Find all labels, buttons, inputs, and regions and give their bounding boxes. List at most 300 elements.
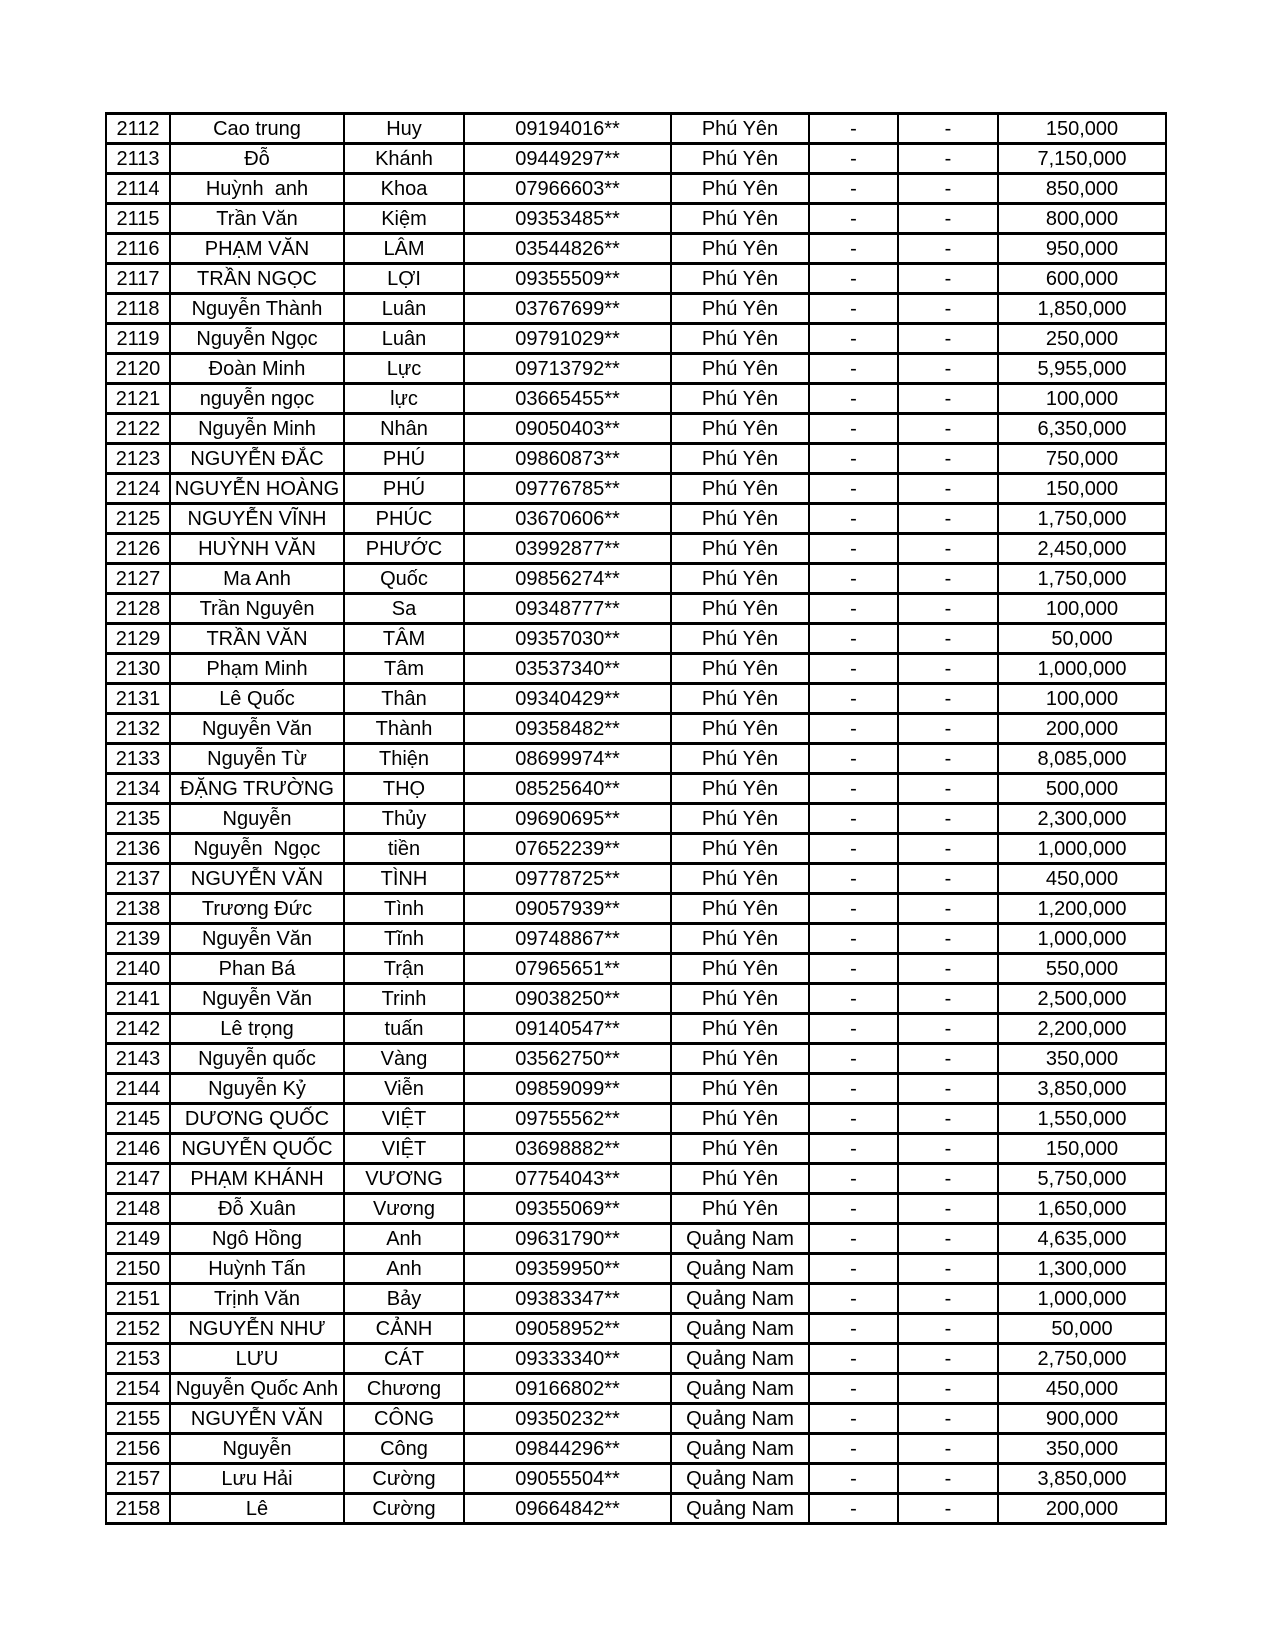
table-row <box>106 1224 1166 1254</box>
cell-blank-1: - <box>809 654 898 684</box>
table-row <box>106 1434 1166 1464</box>
cell-blank-1: - <box>809 774 898 804</box>
cell-province: Phú Yên <box>671 504 809 534</box>
cell-blank-2: - <box>898 1434 998 1464</box>
cell-blank-1: - <box>809 684 898 714</box>
cell-blank-2: - <box>898 714 998 744</box>
cell-province: Quảng Nam <box>671 1284 809 1314</box>
cell-province: Phú Yên <box>671 534 809 564</box>
cell-first-name: Tĩnh <box>344 924 464 954</box>
cell-amount: 200,000 <box>998 1494 1166 1524</box>
cell-province: Phú Yên <box>671 174 809 204</box>
cell-last-name: NGUYỄN ĐẮC <box>170 444 344 474</box>
cell-row-number: 2134 <box>106 774 170 804</box>
table-row <box>106 234 1166 264</box>
cell-row-number: 2116 <box>106 234 170 264</box>
cell-first-name: TÂM <box>344 624 464 654</box>
cell-blank-1: - <box>809 444 898 474</box>
cell-province: Phú Yên <box>671 1134 809 1164</box>
cell-phone-masked: 09449297** <box>464 144 671 174</box>
cell-blank-1: - <box>809 354 898 384</box>
cell-first-name: CÔNG <box>344 1404 464 1434</box>
cell-first-name: Khánh <box>344 144 464 174</box>
table-row <box>106 1134 1166 1164</box>
cell-blank-1: - <box>809 1044 898 1074</box>
table-row <box>106 1314 1166 1344</box>
cell-phone-masked: 09050403** <box>464 414 671 444</box>
cell-province: Phú Yên <box>671 1014 809 1044</box>
cell-province: Phú Yên <box>671 294 809 324</box>
cell-row-number: 2147 <box>106 1164 170 1194</box>
cell-last-name: Đỗ Xuân <box>170 1194 344 1224</box>
cell-blank-2: - <box>898 1014 998 1044</box>
cell-first-name: Anh <box>344 1254 464 1284</box>
cell-row-number: 2129 <box>106 624 170 654</box>
cell-first-name: Cường <box>344 1494 464 1524</box>
cell-blank-2: - <box>898 594 998 624</box>
cell-amount: 450,000 <box>998 1374 1166 1404</box>
cell-first-name: Quốc <box>344 564 464 594</box>
cell-amount: 2,300,000 <box>998 804 1166 834</box>
cell-last-name: NGUYỄN HOÀNG <box>170 474 344 504</box>
cell-amount: 200,000 <box>998 714 1166 744</box>
cell-phone-masked: 03670606** <box>464 504 671 534</box>
cell-phone-masked: 09359950** <box>464 1254 671 1284</box>
cell-province: Phú Yên <box>671 714 809 744</box>
cell-amount: 3,850,000 <box>998 1074 1166 1104</box>
cell-phone-masked: 09755562** <box>464 1104 671 1134</box>
cell-province: Quảng Nam <box>671 1434 809 1464</box>
cell-phone-masked: 09057939** <box>464 894 671 924</box>
cell-last-name: Nguyễn quốc <box>170 1044 344 1074</box>
cell-province: Phú Yên <box>671 954 809 984</box>
cell-last-name: NGUYỄN QUỐC <box>170 1134 344 1164</box>
cell-row-number: 2122 <box>106 414 170 444</box>
cell-phone-masked: 09333340** <box>464 1344 671 1374</box>
table-row <box>106 1344 1166 1374</box>
cell-blank-2: - <box>898 354 998 384</box>
cell-last-name: DƯƠNG QUỐC <box>170 1104 344 1134</box>
cell-first-name: Luân <box>344 324 464 354</box>
cell-province: Phú Yên <box>671 624 809 654</box>
table-row <box>106 714 1166 744</box>
cell-province: Phú Yên <box>671 834 809 864</box>
cell-blank-2: - <box>898 804 998 834</box>
cell-last-name: Nguyễn Từ <box>170 744 344 774</box>
cell-last-name: Trần Văn <box>170 204 344 234</box>
table-row <box>106 564 1166 594</box>
cell-row-number: 2144 <box>106 1074 170 1104</box>
table-row <box>106 1494 1166 1524</box>
cell-first-name: CÁT <box>344 1344 464 1374</box>
cell-row-number: 2142 <box>106 1014 170 1044</box>
cell-blank-2: - <box>898 384 998 414</box>
cell-province: Quảng Nam <box>671 1404 809 1434</box>
cell-blank-2: - <box>898 504 998 534</box>
table-row <box>106 534 1166 564</box>
cell-row-number: 2115 <box>106 204 170 234</box>
cell-phone-masked: 07754043** <box>464 1164 671 1194</box>
cell-province: Phú Yên <box>671 684 809 714</box>
cell-province: Phú Yên <box>671 564 809 594</box>
cell-blank-2: - <box>898 114 998 144</box>
table-body <box>106 114 1166 1524</box>
cell-province: Phú Yên <box>671 984 809 1014</box>
table-row <box>106 384 1166 414</box>
cell-province: Phú Yên <box>671 414 809 444</box>
cell-row-number: 2135 <box>106 804 170 834</box>
cell-first-name: Vương <box>344 1194 464 1224</box>
table-row <box>106 1404 1166 1434</box>
cell-row-number: 2120 <box>106 354 170 384</box>
cell-row-number: 2155 <box>106 1404 170 1434</box>
cell-blank-2: - <box>898 1104 998 1134</box>
cell-blank-1: - <box>809 114 898 144</box>
cell-row-number: 2121 <box>106 384 170 414</box>
cell-blank-2: - <box>898 1344 998 1374</box>
table-row <box>106 1074 1166 1104</box>
table-row <box>106 1104 1166 1134</box>
cell-first-name: Trinh <box>344 984 464 1014</box>
cell-province: Phú Yên <box>671 894 809 924</box>
cell-last-name: NGUYỄN VĂN <box>170 1404 344 1434</box>
table-row <box>106 654 1166 684</box>
cell-blank-2: - <box>898 264 998 294</box>
cell-province: Quảng Nam <box>671 1314 809 1344</box>
cell-blank-1: - <box>809 1374 898 1404</box>
cell-last-name: Lê Quốc <box>170 684 344 714</box>
cell-amount: 500,000 <box>998 774 1166 804</box>
cell-blank-1: - <box>809 624 898 654</box>
cell-last-name: PHẠM KHÁNH <box>170 1164 344 1194</box>
cell-last-name: NGUYỄN VĂN <box>170 864 344 894</box>
cell-row-number: 2117 <box>106 264 170 294</box>
cell-province: Phú Yên <box>671 444 809 474</box>
cell-blank-1: - <box>809 1164 898 1194</box>
cell-row-number: 2114 <box>106 174 170 204</box>
cell-blank-1: - <box>809 234 898 264</box>
cell-row-number: 2131 <box>106 684 170 714</box>
cell-blank-1: - <box>809 324 898 354</box>
cell-phone-masked: 09348777** <box>464 594 671 624</box>
cell-amount: 2,750,000 <box>998 1344 1166 1374</box>
cell-amount: 6,350,000 <box>998 414 1166 444</box>
cell-row-number: 2118 <box>106 294 170 324</box>
cell-blank-1: - <box>809 1464 898 1494</box>
table-row <box>106 624 1166 654</box>
cell-last-name: HUỲNH VĂN <box>170 534 344 564</box>
cell-amount: 1,000,000 <box>998 654 1166 684</box>
cell-first-name: Trận <box>344 954 464 984</box>
table-row <box>106 174 1166 204</box>
table-row <box>106 414 1166 444</box>
cell-first-name: Khoa <box>344 174 464 204</box>
cell-phone-masked: 09859099** <box>464 1074 671 1104</box>
cell-province: Phú Yên <box>671 204 809 234</box>
cell-amount: 600,000 <box>998 264 1166 294</box>
cell-blank-2: - <box>898 1464 998 1494</box>
cell-last-name: NGUYỄN NHƯ <box>170 1314 344 1344</box>
cell-first-name: Nhân <box>344 414 464 444</box>
cell-blank-2: - <box>898 144 998 174</box>
cell-last-name: Nguyễn Ngọc <box>170 834 344 864</box>
cell-blank-1: - <box>809 894 898 924</box>
cell-blank-2: - <box>898 1194 998 1224</box>
cell-last-name: Phạm Minh <box>170 654 344 684</box>
cell-last-name: LƯU <box>170 1344 344 1374</box>
cell-first-name: PHÚ <box>344 474 464 504</box>
cell-phone-masked: 09690695** <box>464 804 671 834</box>
cell-province: Phú Yên <box>671 144 809 174</box>
cell-phone-masked: 03537340** <box>464 654 671 684</box>
cell-amount: 750,000 <box>998 444 1166 474</box>
cell-blank-1: - <box>809 744 898 774</box>
cell-blank-1: - <box>809 294 898 324</box>
cell-phone-masked: 09357030** <box>464 624 671 654</box>
cell-province: Phú Yên <box>671 114 809 144</box>
cell-first-name: VIỆT <box>344 1104 464 1134</box>
cell-last-name: Nguyễn Thành <box>170 294 344 324</box>
cell-last-name: Nguyễn Văn <box>170 714 344 744</box>
cell-province: Phú Yên <box>671 354 809 384</box>
table-row <box>106 114 1166 144</box>
table-row <box>106 204 1166 234</box>
cell-province: Quảng Nam <box>671 1464 809 1494</box>
cell-blank-2: - <box>898 654 998 684</box>
cell-province: Quảng Nam <box>671 1494 809 1524</box>
cell-amount: 1,000,000 <box>998 924 1166 954</box>
cell-province: Phú Yên <box>671 1074 809 1104</box>
cell-amount: 100,000 <box>998 594 1166 624</box>
cell-amount: 100,000 <box>998 684 1166 714</box>
cell-province: Quảng Nam <box>671 1224 809 1254</box>
cell-blank-1: - <box>809 954 898 984</box>
cell-row-number: 2140 <box>106 954 170 984</box>
cell-row-number: 2137 <box>106 864 170 894</box>
cell-phone-masked: 09748867** <box>464 924 671 954</box>
table-row <box>106 984 1166 1014</box>
cell-phone-masked: 09358482** <box>464 714 671 744</box>
cell-amount: 1,000,000 <box>998 1284 1166 1314</box>
table-row <box>106 894 1166 924</box>
cell-amount: 350,000 <box>998 1044 1166 1074</box>
cell-amount: 1,550,000 <box>998 1104 1166 1134</box>
cell-last-name: Nguyễn <box>170 804 344 834</box>
cell-province: Phú Yên <box>671 654 809 684</box>
cell-amount: 5,955,000 <box>998 354 1166 384</box>
cell-row-number: 2154 <box>106 1374 170 1404</box>
cell-last-name: Trương Đức <box>170 894 344 924</box>
cell-amount: 7,150,000 <box>998 144 1166 174</box>
cell-row-number: 2113 <box>106 144 170 174</box>
cell-province: Quảng Nam <box>671 1344 809 1374</box>
cell-amount: 8,085,000 <box>998 744 1166 774</box>
table-row <box>106 834 1166 864</box>
cell-row-number: 2119 <box>106 324 170 354</box>
cell-blank-2: - <box>898 684 998 714</box>
cell-blank-1: - <box>809 804 898 834</box>
cell-phone-masked: 03562750** <box>464 1044 671 1074</box>
cell-blank-1: - <box>809 534 898 564</box>
cell-last-name: Lưu Hải <box>170 1464 344 1494</box>
cell-row-number: 2148 <box>106 1194 170 1224</box>
cell-last-name: Ngô Hồng <box>170 1224 344 1254</box>
cell-first-name: Anh <box>344 1224 464 1254</box>
cell-row-number: 2126 <box>106 534 170 564</box>
cell-amount: 3,850,000 <box>998 1464 1166 1494</box>
cell-last-name: Nguyễn Ngọc <box>170 324 344 354</box>
table-row <box>106 1374 1166 1404</box>
cell-first-name: Thiện <box>344 744 464 774</box>
cell-last-name: Lê trọng <box>170 1014 344 1044</box>
cell-phone-masked: 09355069** <box>464 1194 671 1224</box>
cell-last-name: TRẦN NGỌC <box>170 264 344 294</box>
cell-first-name: LỢI <box>344 264 464 294</box>
cell-row-number: 2132 <box>106 714 170 744</box>
cell-row-number: 2141 <box>106 984 170 1014</box>
cell-phone-masked: 03767699** <box>464 294 671 324</box>
cell-blank-2: - <box>898 414 998 444</box>
cell-last-name: Trần Nguyên <box>170 594 344 624</box>
cell-blank-2: - <box>898 624 998 654</box>
cell-first-name: Sa <box>344 594 464 624</box>
cell-row-number: 2153 <box>106 1344 170 1374</box>
cell-first-name: Kiệm <box>344 204 464 234</box>
cell-province: Phú Yên <box>671 324 809 354</box>
cell-amount: 1,300,000 <box>998 1254 1166 1284</box>
cell-province: Phú Yên <box>671 1104 809 1134</box>
cell-row-number: 2145 <box>106 1104 170 1134</box>
cell-last-name: Huỳnh Tấn <box>170 1254 344 1284</box>
cell-phone-masked: 09778725** <box>464 864 671 894</box>
cell-blank-1: - <box>809 864 898 894</box>
cell-last-name: Lê <box>170 1494 344 1524</box>
cell-blank-2: - <box>898 1224 998 1254</box>
cell-blank-2: - <box>898 564 998 594</box>
payment-list-table <box>105 112 1167 1525</box>
cell-first-name: LÂM <box>344 234 464 264</box>
cell-last-name: Nguyễn <box>170 1434 344 1464</box>
cell-amount: 150,000 <box>998 1134 1166 1164</box>
cell-amount: 50,000 <box>998 624 1166 654</box>
cell-amount: 2,450,000 <box>998 534 1166 564</box>
cell-first-name: VIỆT <box>344 1134 464 1164</box>
cell-blank-2: - <box>898 474 998 504</box>
cell-first-name: Luân <box>344 294 464 324</box>
cell-blank-2: - <box>898 984 998 1014</box>
cell-province: Phú Yên <box>671 234 809 264</box>
cell-phone-masked: 07652239** <box>464 834 671 864</box>
cell-amount: 1,650,000 <box>998 1194 1166 1224</box>
cell-first-name: Vàng <box>344 1044 464 1074</box>
cell-amount: 250,000 <box>998 324 1166 354</box>
cell-blank-1: - <box>809 984 898 1014</box>
cell-row-number: 2125 <box>106 504 170 534</box>
cell-blank-1: - <box>809 384 898 414</box>
cell-province: Phú Yên <box>671 264 809 294</box>
table-row <box>106 1014 1166 1044</box>
cell-last-name: Huỳnh anh <box>170 174 344 204</box>
table-row <box>106 954 1166 984</box>
cell-blank-2: - <box>898 324 998 354</box>
cell-amount: 900,000 <box>998 1404 1166 1434</box>
cell-row-number: 2152 <box>106 1314 170 1344</box>
cell-amount: 150,000 <box>998 114 1166 144</box>
cell-blank-1: - <box>809 504 898 534</box>
cell-phone-masked: 09844296** <box>464 1434 671 1464</box>
cell-blank-1: - <box>809 1404 898 1434</box>
cell-blank-2: - <box>898 1254 998 1284</box>
table-row <box>106 774 1166 804</box>
cell-blank-1: - <box>809 1494 898 1524</box>
cell-phone-masked: 09776785** <box>464 474 671 504</box>
cell-phone-masked: 09860873** <box>464 444 671 474</box>
cell-blank-2: - <box>898 174 998 204</box>
cell-phone-masked: 09353485** <box>464 204 671 234</box>
cell-amount: 1,200,000 <box>998 894 1166 924</box>
cell-blank-2: - <box>898 294 998 324</box>
cell-blank-1: - <box>809 144 898 174</box>
cell-blank-1: - <box>809 564 898 594</box>
cell-last-name: Nguyễn Quốc Anh <box>170 1374 344 1404</box>
table-row <box>106 594 1166 624</box>
cell-phone-masked: 09856274** <box>464 564 671 594</box>
cell-first-name: Viễn <box>344 1074 464 1104</box>
cell-phone-masked: 03665455** <box>464 384 671 414</box>
cell-phone-masked: 08525640** <box>464 774 671 804</box>
cell-blank-2: - <box>898 1044 998 1074</box>
cell-phone-masked: 09038250** <box>464 984 671 1014</box>
cell-blank-2: - <box>898 954 998 984</box>
cell-blank-1: - <box>809 1344 898 1374</box>
cell-last-name: Ma Anh <box>170 564 344 594</box>
cell-first-name: PHÚC <box>344 504 464 534</box>
cell-last-name: Phan Bá <box>170 954 344 984</box>
table-row <box>106 294 1166 324</box>
table-row <box>106 1164 1166 1194</box>
cell-row-number: 2127 <box>106 564 170 594</box>
cell-row-number: 2123 <box>106 444 170 474</box>
cell-first-name: Bảy <box>344 1284 464 1314</box>
cell-province: Phú Yên <box>671 1044 809 1074</box>
cell-blank-2: - <box>898 924 998 954</box>
cell-blank-2: - <box>898 864 998 894</box>
table-row <box>106 324 1166 354</box>
cell-first-name: Huy <box>344 114 464 144</box>
cell-amount: 4,635,000 <box>998 1224 1166 1254</box>
table-row <box>106 864 1166 894</box>
cell-blank-1: - <box>809 1284 898 1314</box>
cell-phone-masked: 09350232** <box>464 1404 671 1434</box>
cell-blank-2: - <box>898 444 998 474</box>
cell-blank-2: - <box>898 834 998 864</box>
cell-amount: 2,500,000 <box>998 984 1166 1014</box>
cell-province: Phú Yên <box>671 1194 809 1224</box>
cell-blank-2: - <box>898 894 998 924</box>
cell-phone-masked: 09140547** <box>464 1014 671 1044</box>
cell-last-name: nguyễn ngọc <box>170 384 344 414</box>
cell-blank-1: - <box>809 1194 898 1224</box>
cell-province: Phú Yên <box>671 384 809 414</box>
cell-first-name: Công <box>344 1434 464 1464</box>
cell-amount: 2,200,000 <box>998 1014 1166 1044</box>
table-row <box>106 474 1166 504</box>
cell-first-name: PHƯỚC <box>344 534 464 564</box>
cell-blank-1: - <box>809 204 898 234</box>
cell-last-name: Cao trung <box>170 114 344 144</box>
cell-phone-masked: 03544826** <box>464 234 671 264</box>
cell-row-number: 2143 <box>106 1044 170 1074</box>
